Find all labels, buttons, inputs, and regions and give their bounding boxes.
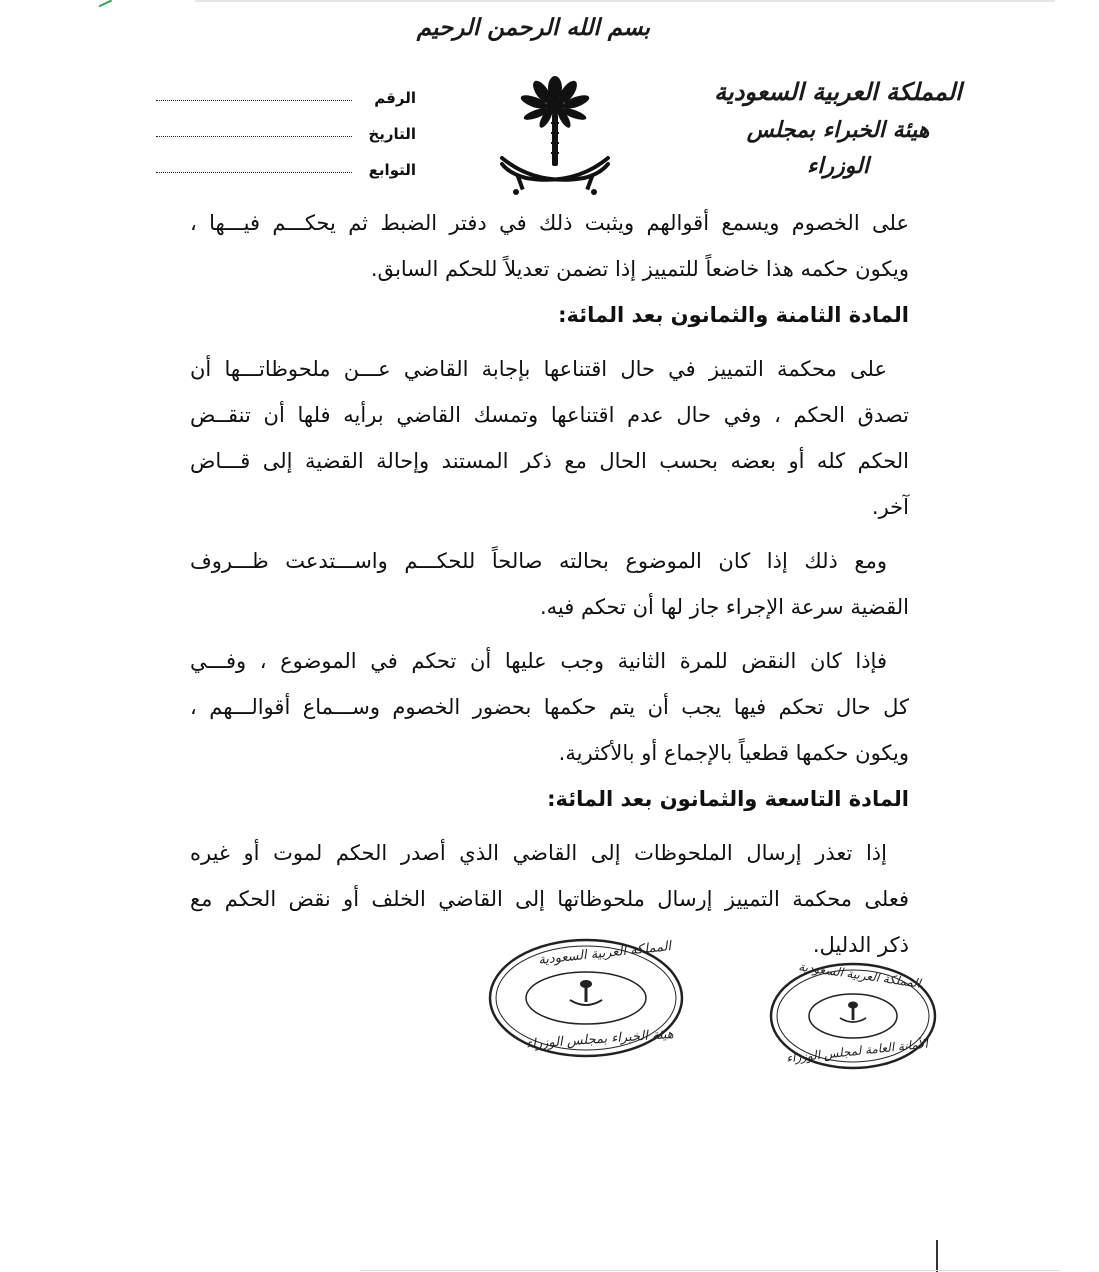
reference-fields	[156, 80, 416, 188]
stamp-bureau-of-experts	[486, 936, 686, 1060]
article-188-paragraph-2	[190, 538, 909, 630]
text-line: إذا تعذر إرسال الملحوظات إلى القاضي الذي أصدر الحكم لموت أو غيره	[190, 841, 887, 865]
text-line: آخر.	[871, 495, 909, 519]
text-line: تصدق الحكم ، وفي حال عدم اقتناعها وتمسك القاضي برأيه فلها أن تنقــض	[190, 403, 909, 427]
text-line: فعلى محكمة التمييز إرسال ملحوظاتها إلى القاضي الخلف أو نقض الحكم مع	[190, 887, 909, 911]
field-attachments	[156, 152, 416, 188]
article-188-paragraph-1	[190, 346, 909, 530]
org-name-line2: هيئة الخبراء بمجلس الوزراء	[746, 117, 930, 179]
text-line: القضية سرعة الإجراء جاز لها أن تحكم فيه.	[540, 595, 909, 619]
field-date	[156, 116, 416, 152]
field-number-label: الرقم	[374, 89, 416, 107]
stamp-right-bottom-text: الأمانة العامة لمجلس الوزراء	[785, 1036, 929, 1066]
field-date-line	[156, 135, 352, 137]
text-line: ويكون حكمها قطعياً بالإجماع أو بالأكثرية.	[558, 741, 909, 765]
org-name-line1: المملكة العربية السعودية	[714, 77, 962, 106]
text-line: فإذا كان النقض للمرة الثانية وجب عليها أن تحكم في الموضوع ، وفـــي	[190, 649, 887, 673]
stamp-general-secretariat	[768, 960, 938, 1072]
field-attachments-label: التوابع	[368, 161, 416, 179]
basmala: بسم الله الرحمن الرحيم	[416, 14, 650, 41]
text-line: الحكم كله أو بعضه بحسب الحال مع ذكر المستند وإحالة القضية إلى قـــاض	[190, 449, 909, 473]
stamp-left-bottom-text: هيئة الخبراء بمجلس الوزراء	[525, 1026, 675, 1053]
document-body	[190, 200, 909, 968]
text-line: ذكر الدليل.	[812, 933, 909, 957]
text-line: ويكون حكمه هذا خاضعاً للتمييز إذا تضمن تعديلاً للحكم السابق.	[370, 257, 909, 281]
stamp-left-top-text: المملكة العربية السعودية	[537, 939, 672, 968]
text-line: على محكمة التمييز في حال اقتناعها بإجابة القاضي عـــن ملحوظاتـــها أن	[190, 357, 887, 381]
field-date-label: التاريخ	[368, 125, 416, 143]
saudi-emblem-icon	[496, 74, 614, 198]
field-number	[156, 80, 416, 116]
text-line: على الخصوم ويسمع أقوالهم ويثبت ذلك في دفتر الضبط ثم يحكـــم فيـــها ،	[190, 211, 909, 235]
text-line: ومع ذلك إذا كان الموضوع بحالته صالحاً للحكـــم واســـتدعت ظـــروف	[190, 549, 887, 573]
field-number-line	[156, 99, 352, 101]
article-188-heading: المادة الثامنة والثمانون بعد المائة:	[558, 303, 909, 327]
scan-border-bottom	[360, 1270, 1060, 1271]
field-attachments-line	[156, 171, 352, 173]
article-188-paragraph-3	[190, 638, 909, 776]
org-header	[713, 72, 963, 184]
corner-mark	[96, 0, 112, 7]
article-189-heading: المادة التاسعة والثمانون بعد المائة:	[547, 787, 909, 811]
margin-mark	[936, 1240, 938, 1272]
paragraph-continuation	[190, 200, 909, 292]
stamp-right-top-text: المملكة العربية السعودية	[797, 959, 922, 991]
text-line: كل حال تحكم فيها يجب أن يتم حكمها بحضور الخصوم وســـماع أقوالـــهم ،	[190, 695, 909, 719]
